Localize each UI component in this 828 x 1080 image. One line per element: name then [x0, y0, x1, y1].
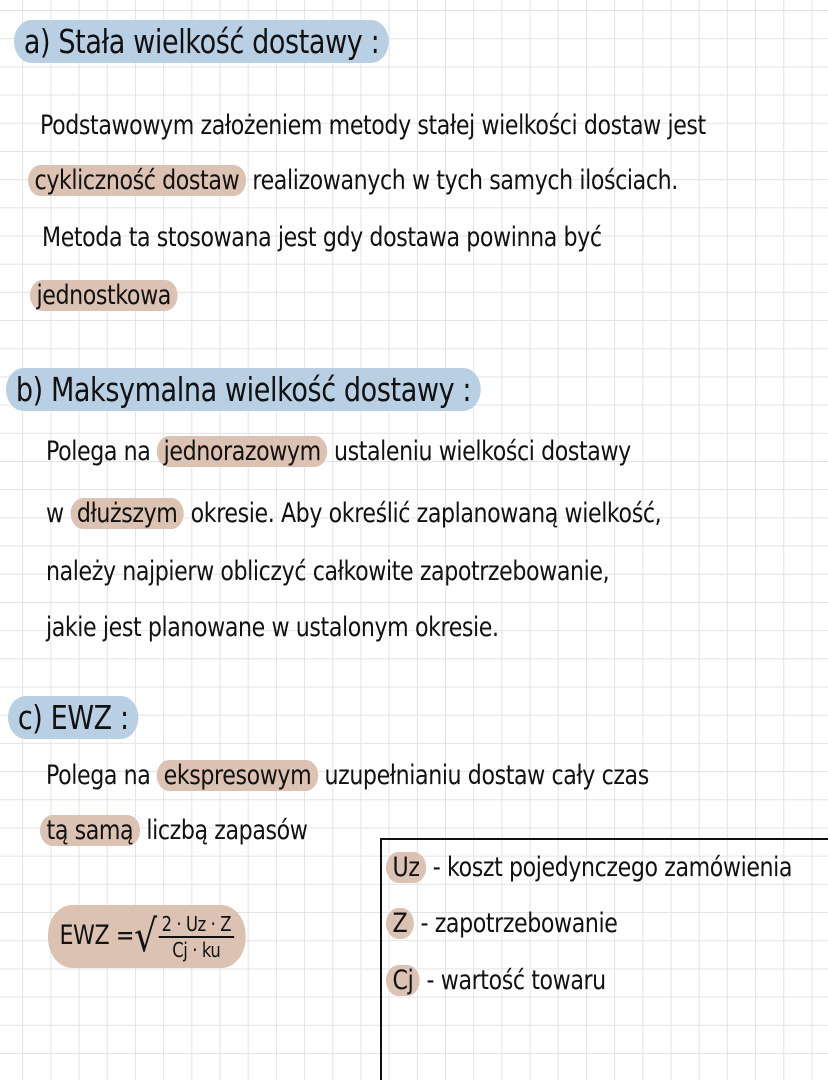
section-c-heading: c) EWZ :: [8, 698, 139, 737]
text-line: jakie jest planowane w ustalonym okresie.: [46, 612, 499, 643]
text-line: w dłuższym okresie. Aby określić zaplanowaną wielkość,: [46, 498, 662, 529]
highlight: cykliczność dostaw: [28, 165, 246, 196]
ewz-formula: EWZ =√ $\frac{2 \cdot Uz \cdot Z}{Cj \cdot ku}$: [48, 905, 246, 968]
text-line: [30, 280, 177, 311]
text-line: Podstawowym założeniem metody stałej wielkości dostaw jest: [40, 110, 706, 141]
section-b-heading: b) Maksymalna wielkość dostawy :: [6, 370, 481, 409]
text-line: cykliczność dostaw realizowanych w tych samych ilościach.: [28, 165, 678, 196]
legend-item: Uz - koszt pojedynczego zamówienia: [386, 852, 792, 883]
section-a-heading: a) Stała wielkość dostawy :: [14, 22, 389, 61]
text-line: należy najpierw obliczyć całkowite zapotrzebowanie,: [46, 556, 610, 587]
text-line: Polega na jednorazowym ustaleniu wielkości dostawy: [46, 436, 631, 467]
text-line: tą samą liczbą zapasów: [40, 815, 307, 846]
text-line: Polega na ekspresowym uzupełnianiu dostaw cały czas: [46, 760, 649, 791]
highlight: jednostkowa: [30, 280, 177, 311]
text-line: Metoda ta stosowana jest gdy dostawa powinna być: [42, 222, 602, 253]
legend-item: Cj - wartość towaru: [386, 965, 606, 996]
legend-item: Z - zapotrzebowanie: [386, 908, 617, 939]
